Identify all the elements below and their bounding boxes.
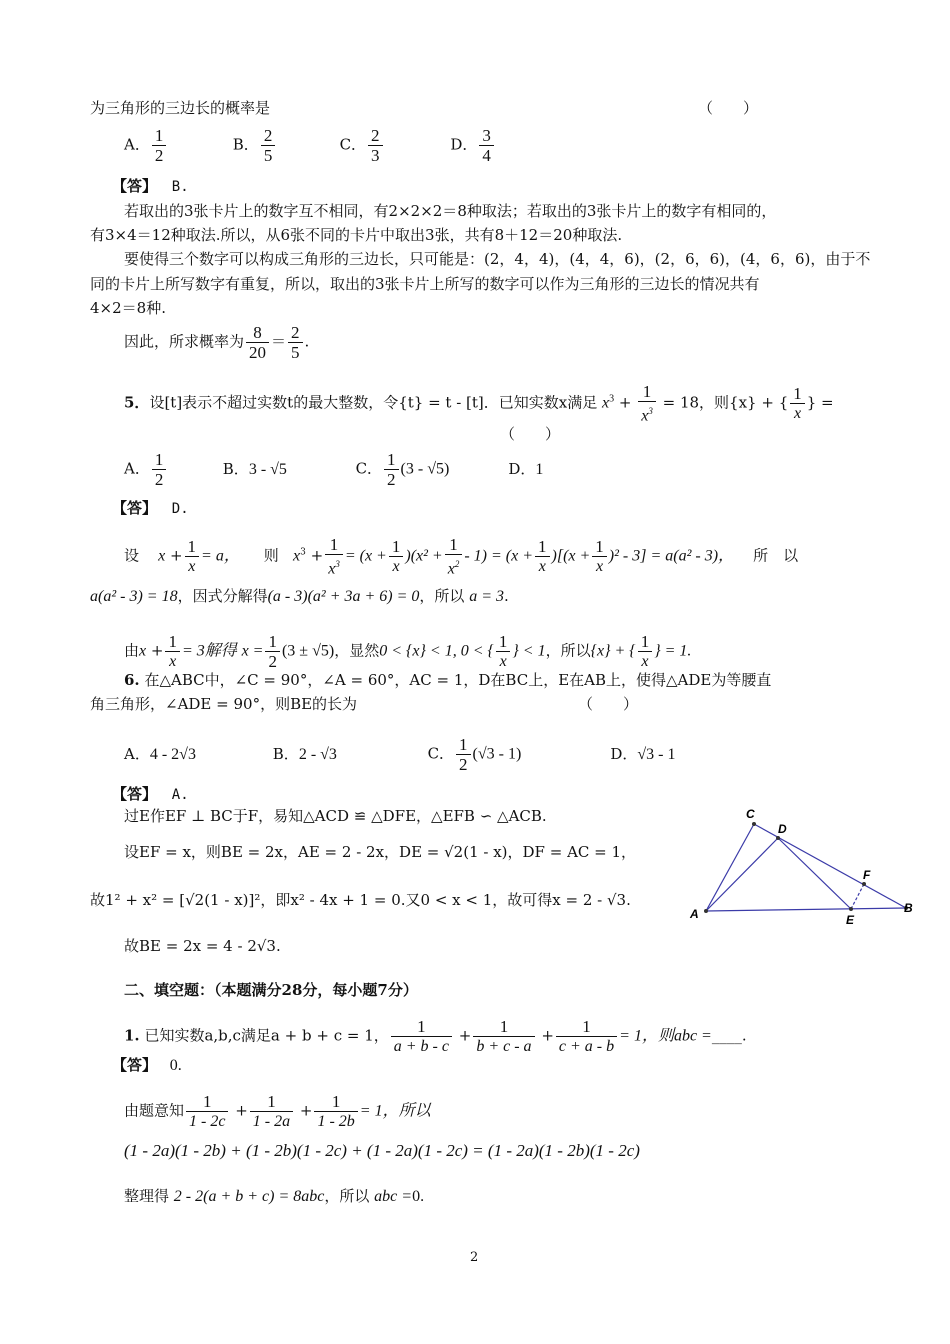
q5-sol-l3: 由x + $\frac{1}{x}$ = 3解得 x = $\frac{1}{2}$ (3 ± √5)，显然0 < {x} < 1, 0 < { $\frac{1}{x}$ } < 1，所以{x} + { $\frac{1}{x}$ } = 1. bbox=[124, 632, 692, 671]
q4-sol-p2-l1: 要使得三个数字可以构成三角形的三边长，只可能是：(2，4，4)，(4，4，6)，(2，6，6)，(4，6，6)，由于不 bbox=[124, 250, 871, 268]
fill1-answer: 0. bbox=[169, 1057, 182, 1074]
point-f bbox=[862, 882, 866, 886]
label-b: B bbox=[904, 901, 913, 915]
q4-options bbox=[124, 126, 496, 165]
q5-sol-l1: 设 x + $\frac{1}{x}$ = a， 则 $x^3$ + $\frac{1}{x^3}$ = (x + $\frac{1}{x}$ )(x² + $\frac{1}{x^2}$ - 1) = (x + $\frac{1}{x}$ )[(x + $\frac{1}{x}$ )² - 3] = a(a² - 3)， 所 以 bbox=[124, 535, 799, 578]
segment-ad bbox=[706, 838, 778, 911]
q6-answer: A. bbox=[171, 787, 189, 803]
segment-ac bbox=[706, 824, 754, 911]
q4-sol-p1-l1: 若取出的3张卡片上的数字互不相同，有2×2×2＝8种取法；若取出的3张卡片上的数字有相同的， bbox=[124, 202, 777, 220]
q4-option-label: C． bbox=[339, 135, 367, 154]
segment-ab bbox=[706, 908, 906, 911]
q4-option-fraction: $\frac{3}{4}$ bbox=[479, 126, 494, 165]
q4-answer: B. bbox=[171, 179, 189, 195]
fill1-sol-l1: 由题意知 $\frac{1}{1 - 2c}$ + $\frac{1}{1 - 2a}$ + $\frac{1}{1 - 2b}$ = 1，所以 bbox=[124, 1092, 431, 1130]
label-f: F bbox=[863, 868, 871, 882]
answer-blank: ____ bbox=[711, 1026, 742, 1045]
answer-tag: 【答】 bbox=[112, 177, 158, 195]
q6-sol-l1: 过E作EF ⊥ BC于F，易知△ACD ≌ △DFE，△EFB ∽ △ACB. bbox=[124, 807, 547, 825]
q4-option-fraction: $\frac{2}{3}$ bbox=[368, 126, 383, 165]
q4-conclusion: 因此，所求概率为 $\frac{8}{20}$ ＝ $\frac{2}{5}$ . bbox=[124, 323, 310, 362]
q6-sol-l4: 故BE = 2x = 4 - 2√3. bbox=[124, 937, 281, 955]
q4-sol-p1-l2: 有3×4＝12种取法.所以，从6张不同的卡片中取出3张，共有8＋12＝20种取法. bbox=[90, 226, 623, 244]
point-e bbox=[849, 907, 853, 911]
q4-option-fraction: $\frac{2}{5}$ bbox=[261, 126, 276, 165]
q5-answer: D. bbox=[171, 501, 189, 517]
q6-paren: （ ） bbox=[578, 695, 639, 713]
q4-answer-line bbox=[112, 176, 189, 197]
q4-option-label: B． bbox=[232, 135, 259, 154]
label-d: D bbox=[778, 822, 787, 836]
q6-sol-l3: 故1² + x² = [√2(1 - x)]²，即x² - 4x + 1 = 0.又0 < x < 1，故可得x = 2 - √3. bbox=[90, 891, 631, 909]
q6-answer-line: 【答】 A. bbox=[112, 785, 189, 803]
q4-sol-p2-l2: 同的卡片上所写数字有重复，所以，取出的3张卡片上所写的数字可以作为三角形的三边长的情况共有 bbox=[90, 275, 760, 293]
point-c bbox=[752, 822, 756, 826]
q5-paren: （ ） bbox=[500, 425, 561, 443]
fill1-sol-l2: (1 - 2a)(1 - 2b) + (1 - 2b)(1 - 2c) + (1 - 2a)(1 - 2c) = (1 - 2a)(1 - 2b)(1 - 2c) bbox=[124, 1141, 640, 1160]
label-c: C bbox=[746, 807, 755, 821]
q4-option-label: A． bbox=[124, 135, 150, 154]
q4-paren: （ ） bbox=[698, 99, 759, 117]
q6-options: A．4 - 2√3 B．2 - √3 C． $\frac{1}{2}$ (√3 - 1) D．√3 - 1 bbox=[124, 735, 676, 774]
segment-de bbox=[778, 838, 851, 909]
label-a: A bbox=[690, 907, 699, 921]
q4-option-fraction: $\frac{1}{2}$ bbox=[152, 126, 167, 165]
point-d bbox=[776, 836, 780, 840]
fill1-answer-line: 【答】 0. bbox=[112, 1056, 182, 1074]
fill1-stem: 1. 已知实数a,b,c满足a + b + c = 1， $\frac{1}{a + b - c}$ + $\frac{1}{b + c - a}$ + $\frac{1}{c + a - b}$ = 1，则abc =____. bbox=[124, 1017, 747, 1055]
q4-sol-p2-l3: 4×2＝8种. bbox=[90, 299, 166, 317]
segment-ef bbox=[851, 884, 864, 909]
q5-answer-line: 【答】 D. bbox=[112, 499, 189, 517]
q6-stem-l2: 角三角形，∠ADE = 90°，则BE的长为 bbox=[90, 695, 358, 713]
point-a bbox=[704, 909, 708, 913]
fill1-sol-l3: 整理得 2 - 2(a + b + c) = 8abc，所以 abc =0. bbox=[124, 1187, 425, 1205]
triangle-figure bbox=[680, 800, 920, 935]
q5-sol-l2: a(a² - 3) = 18，因式分解得(a - 3)(a² + 3a + 6) = 0，所以 a = 3. bbox=[90, 587, 509, 605]
q5-stem: 5．设[t]表示不超过实数t的最大整数，令{t} = t - [t]．已知实数x满足 $x^3$ + $\frac{1}{x^3}$ = 18，则{x} + { $\frac{1}{x}$ } = bbox=[124, 382, 834, 425]
q6-sol-l2: 设EF = x，则BE = 2x，AE = 2 - 2x，DE = √2(1 - x)，DF = AC = 1， bbox=[124, 843, 637, 861]
label-e: E bbox=[846, 913, 855, 927]
q5-number: 5． bbox=[124, 393, 150, 412]
section2-title: 二、填空题：（本题满分28分，每小题7分） bbox=[124, 981, 418, 999]
q5-options: A． $\frac{1}{2}$ B．3 - √5 C． $\frac{1}{2}$ (3 - √5) D．1 bbox=[124, 450, 544, 489]
q4-option-label: D． bbox=[450, 135, 478, 154]
page-number: 2 bbox=[470, 1250, 479, 1265]
q4-stem-tail: 为三角形的三边长的概率是 bbox=[90, 99, 271, 117]
q6-stem-l1: 6. 在△ABC中，∠C = 90°，∠A = 60°，AC = 1，D在BC上，E在AB上，使得△ADE为等腰直 bbox=[124, 671, 772, 689]
